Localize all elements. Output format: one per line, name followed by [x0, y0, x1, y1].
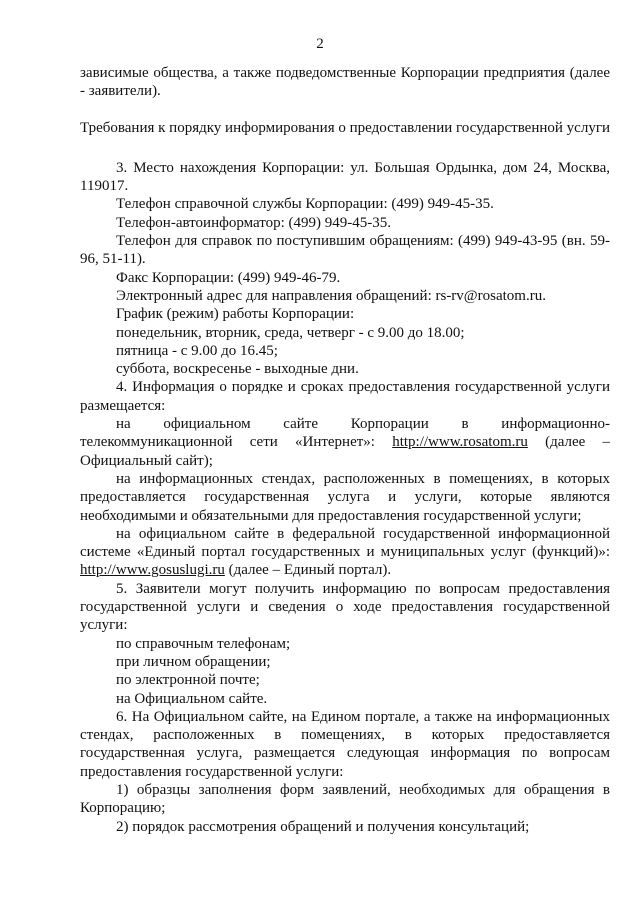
schedule-friday: пятница - с 9.00 до 16.45; [116, 342, 278, 359]
clause-6-item-1: 1) образцы заполнения форм заявлений, необходимых для обращения в Корпорацию; [80, 781, 610, 817]
clause-5: 5. Заявители могут получить информацию по вопросам предоставления государственной услуги и сведения о ходе предоставления государственной услуги: [80, 580, 610, 634]
gosuslugi-link[interactable]: http://www.gosuslugi.ru [80, 562, 225, 579]
official-site-paragraph [80, 415, 610, 470]
channel-site: на Официальном сайте. [116, 690, 268, 707]
unified-portal-suffix: (далее – Единый портал). [228, 562, 392, 579]
clause-6: 6. На Официальном сайте, на Едином портале, а также на информационных стендах, расположенных в помещениях, в которых предоставляется государственная услуга, размещается следующая информация по вопросам предоставления государственной услуги: [80, 708, 610, 780]
channel-personal: при личном обращении; [116, 653, 271, 670]
schedule-weekend: суббота, воскресенье - выходные дни. [116, 361, 359, 378]
official-site-text: на официальном сайте Корпорации в информационно-телекоммуникационной сети «Интернет»: [80, 416, 610, 451]
unified-portal-text: на официальном сайте в федеральной государственной информационной системе «Единый портал государственных и муниципальных услуг (функций)»: [80, 525, 610, 561]
inquiry-phone-line: Телефон для справок по поступившим обращениям: (499) 949-43-95 (вн. 59-96, 51-11). [80, 233, 610, 268]
email-line: Электронный адрес для направления обращений: rs-rv@rosatom.ru. [116, 287, 546, 304]
intro-paragraph: зависимые общества, а также подведомственные Корпорации предприятия (далее - заявители). [80, 65, 610, 100]
clause-4: 4. Информация о порядке и сроках предоставления государственной услуги размещается: [80, 379, 610, 414]
schedule-weekdays: понедельник, вторник, среда, четверг - с 9.00 до 18.00; [116, 324, 465, 341]
document-body [80, 64, 610, 836]
clause-3: 3. Место нахождения Корпорации: ул. Большая Ордынка, дом 24, Москва, 119017. [80, 159, 610, 195]
rosatom-link[interactable]: http://www.rosatom.ru [392, 434, 528, 451]
autoinformer-line: Телефон-автоинформатор: (499) 949-45-35. [116, 214, 392, 231]
channel-phone: по справочным телефонам; [116, 635, 291, 652]
page-number: 2 [316, 36, 324, 52]
info-stands-paragraph: на информационных стендах, расположенных в помещениях, в которых предоставляется государственная услуга и услуги, которые являются необходимыми и обязательными для предоставления государственной услуги; [80, 470, 610, 524]
info-phone-line: Телефон справочной службы Корпорации: (499) 949-45-35. [116, 196, 494, 213]
schedule-heading: График (режим) работы Корпорации: [116, 306, 355, 323]
unified-portal-paragraph [80, 525, 610, 580]
channel-email: по электронной почте; [116, 672, 260, 689]
official-site-suffix: (далее – Официальный сайт); [80, 434, 611, 469]
section-heading: Требования к порядку информирования о предоставлении государственной услуги [80, 119, 610, 136]
clause-6-item-2: 2) порядок рассмотрения обращений и получения консультаций; [116, 818, 530, 835]
fax-line: Факс Корпорации: (499) 949-46-79. [116, 269, 341, 286]
